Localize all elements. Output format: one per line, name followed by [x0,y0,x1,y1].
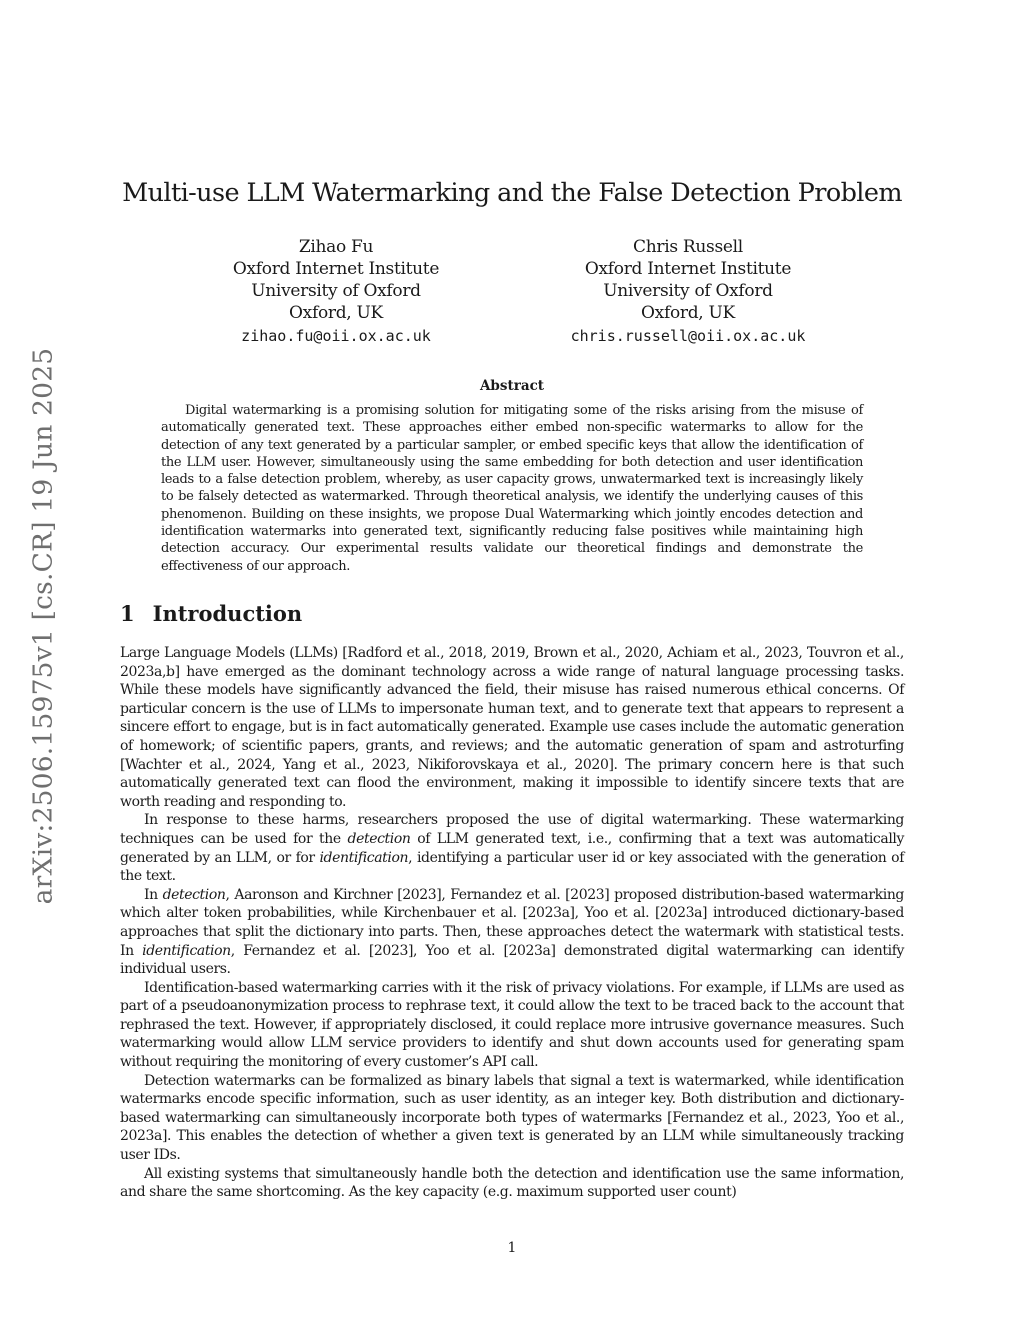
paper-title: Multi-use LLM Watermarking and the False Detection Problem [122,178,902,208]
author-location: Oxford, UK [641,303,735,323]
emphasis-term: identification [142,942,231,959]
author-block-2 [538,236,838,347]
paragraph-3 [120,886,904,979]
author-institute: Oxford Internet Institute [584,259,792,279]
author-institute: Oxford Internet Institute [232,259,440,279]
emphasis-term: identification [319,849,409,866]
introduction-body [120,644,904,1202]
section-heading-introduction [120,601,302,626]
paragraph-text: , Fernandez et al. [2023], Yoo et al. [2023a] demonstrated digital watermarking can identify individual users. [120,942,904,978]
abstract-heading: Abstract [479,378,545,394]
paragraph-4: Identification-based watermarking carries with it the risk of privacy violations. For example, if LLMs are used as part of a pseudoanonymization process to rephrase text, it could allow the text to be traced back to the account that rephrased the text. However, if appropriately disclosed, it could replace more intrusive governance measures. Such watermarking would allow LLM service providers to identify and shut down accounts used for generating spam without requiring the monitoring of every customer’s API call. [120,979,904,1071]
section-title: Introduction [152,601,303,626]
emphasis-term: detection [162,886,226,903]
author-block-1 [186,236,486,347]
author-name: Chris Russell [633,237,743,257]
paragraph-5: Detection watermarks can be formalized as binary labels that signal a text is watermarked, while identification watermarks encode specific information, such as user identity, as an integer key. Both distribution and dictionary-based watermarking can simultaneously incorporate both types of watermarks [Fernandez et al., 2023, Yoo et al., 2023a]. This enables the detection of whether a given text is generated by an LLM while simultaneously tracking user IDs. [120,1072,904,1164]
author-name: Zihao Fu [298,237,374,257]
arxiv-identifier-stamp: arXiv:2506.15975v1 [cs.CR] 19 Jun 2025 [27,347,59,905]
abstract-body: Digital watermarking is a promising solution for mitigating some of the risks arising from the misuse of automatically generated text. These approaches either embed non-specific watermarks to allow for the detection of any text generated by a particular sampler, or embed specific keys that allow the identification of the LLM user. However, simultaneously using the same embedding for both detection and user identification leads to a false detection problem, whereby, as user capacity grows, unwatermarked text is increasingly likely to be falsely detected as watermarked. Through theoretical analysis, we identify the underlying causes of this phenomenon. Building on these insights, we propose Dual Watermarking which jointly encodes detection and identification watermarks into generated text, significantly reducing false positives while maintaining high detection accuracy. Our experimental results validate our theoretical findings and demonstrate the effectiveness of our approach. [161,403,863,574]
paragraph-text: of LLM generated text, i.e., confirming that a text was automatically generated by an LLM, or for [120,830,904,866]
emphasis-term: detection [347,830,411,847]
paragraph-text: , Aaronson and Kirchner [2023], Fernandez et al. [2023] proposed distribution-based watermarking which alter token probabilities, while Kirchenbauer et al. [2023a], Yoo et al. [2023a] introduced dictionary-based approaches that split the dictionary into parts. Then, these approaches detect the watermark with statistical tests. In [120,886,904,959]
author-location: Oxford, UK [289,303,383,323]
paragraph-text: , identifying a particular user id or key associated with the generation of the text. [120,849,904,885]
author-email: zihao.fu@oii.ox.ac.uk [241,327,431,345]
page-number: 1 [507,1240,517,1256]
paragraph-6: All existing systems that simultaneously handle both the detection and identification use the same information, and share the same shortcoming. As the key capacity (e.g. maximum supported user count) [120,1165,904,1201]
paragraph-2 [120,811,904,885]
paragraph-text: In [144,886,163,903]
section-number: 1 [120,601,135,626]
author-email: chris.russell@oii.ox.ac.uk [570,327,806,345]
paragraph-1: Large Language Models (LLMs) [Radford et al., 2018, 2019, Brown et al., 2020, Achiam et al., 2023, Touvron et al., 2023a,b] have emerged as the dominant technology across a wide range of natural language processing tasks. While these models have significantly advanced the field, their misuse has raised numerous ethical concerns. Of particular concern is the use of LLMs to impersonate human text, and to generate text that appears to represent a sincere effort to engage, but is in fact automatically generated. Example use cases include the automatic generation of homework; of scientific papers, grants, and reviews; and the automatic generation of spam and astroturfing [Wachter et al., 2024, Yang et al., 2023, Nikiforovskaya et al., 2020]. The primary concern here is that such automatically generated text can flood the environment, making it impossible to identify sincere texts that are worth reading and responding to. [120,645,904,810]
paragraph-text: In response to these harms, researchers proposed the use of digital watermarking. These watermarking techniques can be used for the [120,812,904,847]
author-university: University of Oxford [603,281,773,301]
author-university: University of Oxford [251,281,421,301]
